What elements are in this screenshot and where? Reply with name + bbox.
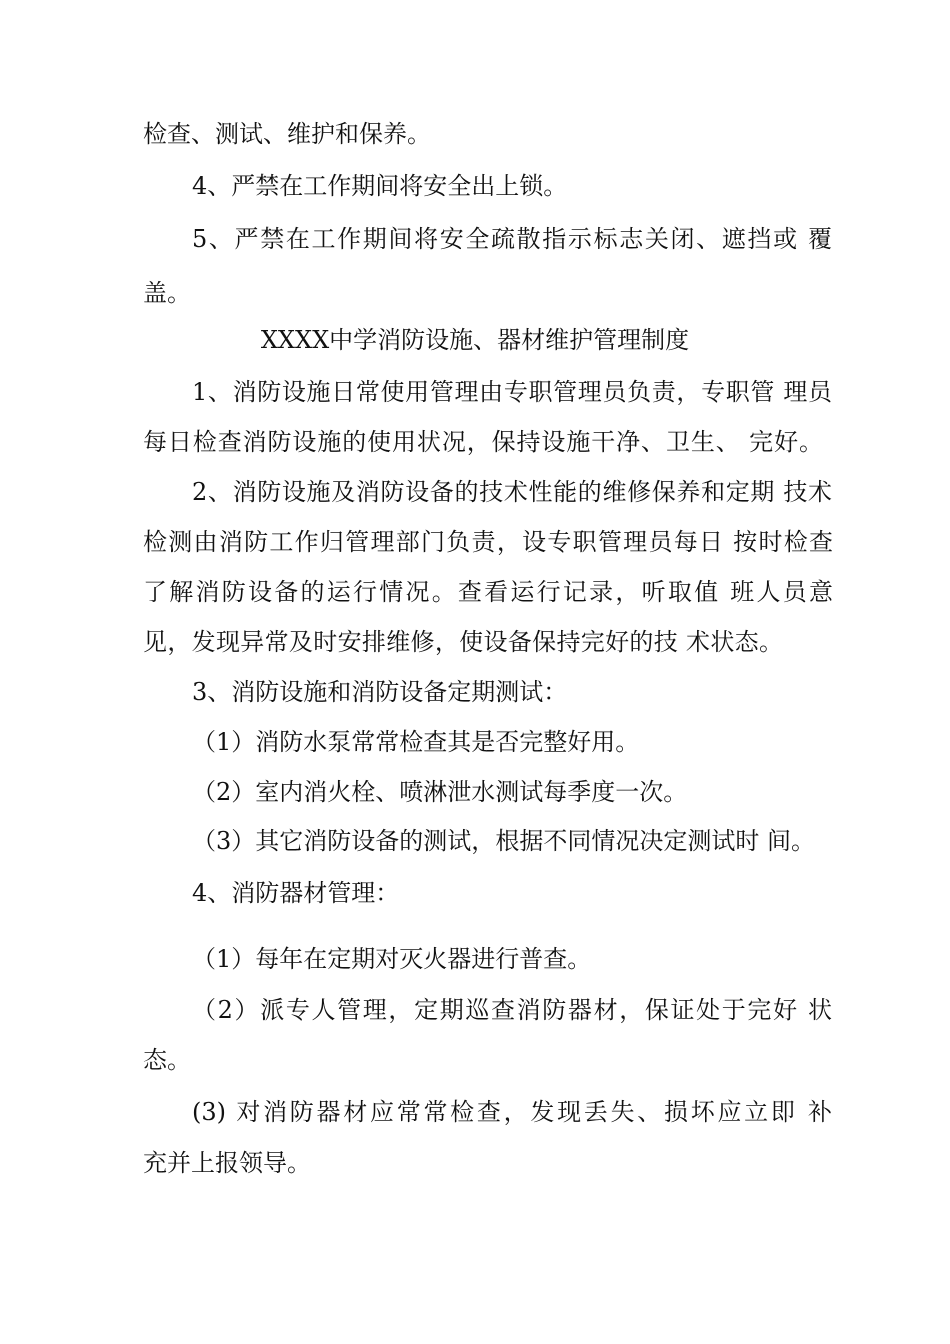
rule-item-4: 4、严禁在工作期间将安全出上锁。 (192, 172, 568, 200)
item-2-line: 了解消防设备的运行情况。查看运行记录，听取值 班人员意 (143, 578, 833, 606)
item-3-sub-1: （1）消防水泵常常检查其是否完整好用。 (192, 728, 640, 756)
item-4-sub-2: （2）派专人管理，定期巡查消防器材，保证处于完好 状 (192, 996, 832, 1024)
paragraph-line: 盖。 (143, 279, 191, 307)
paragraph-line: 充并上报领导。 (143, 1149, 311, 1177)
item-2-line: 见，发现异常及时安排维修，使设备保持完好的技 术状态。 (143, 628, 783, 656)
item-4-sub-3: (3) 对消防器材应常常检查，发现丢失、损坏应立即 补 (192, 1098, 832, 1126)
item-2-line: 2、消防设施及消防设备的技术性能的维修保养和定期 技术 (192, 478, 832, 506)
rule-item-5: 5、严禁在工作期间将安全疏散指示标志关闭、遮挡或 覆 (192, 225, 832, 253)
item-4-heading: 4、消防器材管理： (192, 879, 400, 907)
paragraph-line: 态。 (143, 1046, 191, 1074)
paragraph-line: 检查、测试、维护和保养。 (143, 120, 431, 148)
item-3-sub-2: （2）室内消火栓、喷淋泄水测试每季度一次。 (192, 778, 688, 806)
item-4-sub-1: （1）每年在定期对灭火器进行普查。 (192, 945, 592, 973)
item-2-line: 检测由消防工作归管理部门负责，设专职管理员每日 按时检查 (143, 528, 833, 556)
item-3-heading: 3、消防设施和消防设备定期测试： (192, 678, 568, 706)
item-1-line: 每日检查消防设施的使用状况，保持设施干净、卫生、 完好。 (143, 428, 823, 456)
item-3-sub-3: （3）其它消防设备的测试，根据不同情况决定测试时 间。 (192, 827, 815, 855)
item-1-line: 1、消防设施日常使用管理由专职管理员负责，专职管 理员 (192, 378, 832, 406)
section-title: XXXX中学消防设施、器材维护管理制度 (260, 326, 690, 354)
